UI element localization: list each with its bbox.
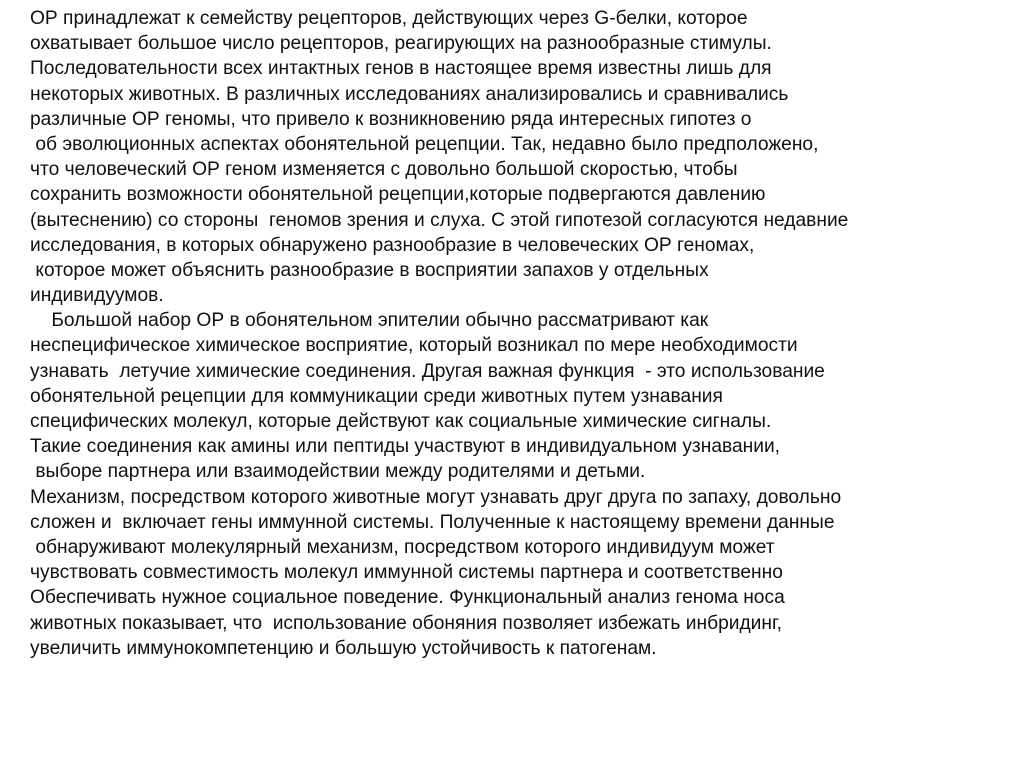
text-line: сложен и включает гены иммунной системы. Полученные к настоящему времени данные: [30, 511, 835, 533]
text-line: специфических молекул, которые действуют как социальные химические сигналы.: [30, 411, 772, 432]
text-line: индивидуумов.: [30, 285, 164, 307]
text-line: Такие соединения как амины или пептиды участвуют в индивидуальном узнавании,: [30, 436, 780, 458]
text-line: об эволюционных аспектах обонятельной рецепции. Так, недавно было предположено,: [30, 133, 819, 155]
text-line: обонятельной рецепции для коммуникации среди животных путем узнавания: [30, 385, 723, 407]
text-line: ОР принадлежат к семейству рецепторов, действующих через G-белки, которое: [30, 8, 748, 29]
text-line: различные ОР геномы, что привело к возникновению ряда интересных гипотез о: [30, 108, 752, 130]
text-line: Последовательности всех интактных генов в настоящее время известны лишь для: [30, 58, 772, 80]
text-line: сохранить возможности обонятельной рецепции,которые подвергаются давлению: [30, 184, 766, 206]
text-line: увеличить иммунокомпетенцию и большую устойчивость к патогенам.: [30, 637, 657, 659]
text-line: охватывает большое число рецепторов, реагирующих на разнообразные стимулы.: [30, 33, 772, 55]
text-line: которое может объяснить разнообразие в восприятии запахов у отдельных: [30, 259, 709, 281]
text-line: исследования, в которых обнаружено разнообразие в человеческих ОР геномах,: [30, 234, 755, 256]
text-line: животных показывает, что использование обоняния позволяет избежать инбридинг,: [30, 612, 782, 634]
body-text: [30, 6, 1020, 661]
text-line: выборе партнера или взаимодействии между родителями и детьми.: [30, 461, 646, 483]
text-line: (вытеснению) со стороны геномов зрения и слуха. С этой гипотезой согласуются недавние: [30, 209, 849, 231]
text-line: узнавать летучие химические соединения. Другая важная функция - это использование: [30, 360, 825, 382]
text-line: Большой набор ОР в обонятельном эпителии обычно рассматривают как: [30, 310, 709, 332]
text-line: Обеспечивать нужное социальное поведение. Функциональный анализ генома носа: [30, 587, 785, 609]
text-line: Механизм, посредством которого животные могут узнавать друг друга по запаху, довольно: [30, 486, 842, 508]
text-line: что человеческий ОР геном изменяется с довольно большой скоростью, чтобы: [30, 159, 738, 181]
text-line: неспецифическое химическое восприятие, который возникал по мере необходимости: [30, 335, 798, 357]
text-line: чувствовать совместимость молекул иммунной системы партнера и соответственно: [30, 562, 783, 584]
text-line: обнаруживают молекулярный механизм, посредством которого индивидуум может: [30, 536, 775, 558]
text-line: некоторых животных. В различных исследованиях анализировались и сравнивались: [30, 83, 789, 105]
